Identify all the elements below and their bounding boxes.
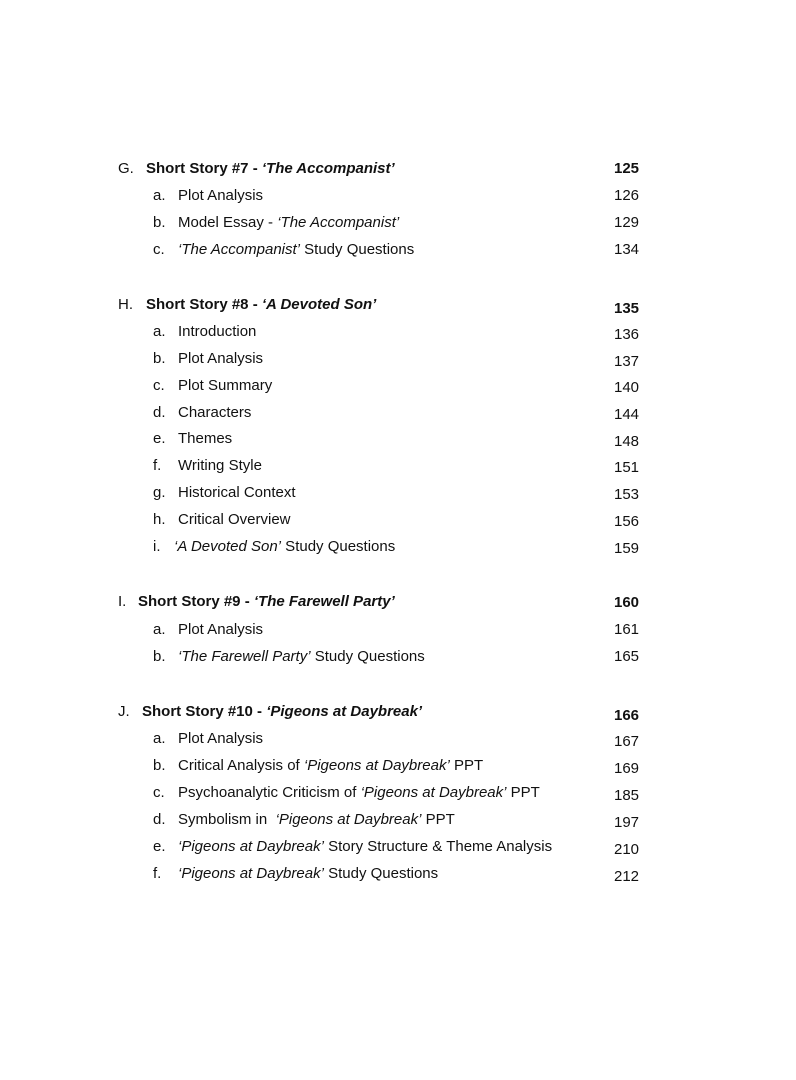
section-title: [146, 159, 395, 179]
item-title: [178, 810, 455, 830]
item-page-number: 144: [614, 406, 640, 423]
toc-item[interactable]: [0, 240, 796, 260]
item-letter: a.: [153, 323, 166, 340]
section-title-prefix: Short Story #9 -: [138, 593, 254, 610]
section-letter: H.: [118, 296, 133, 313]
item-page-number: 156: [614, 513, 640, 530]
item-page-number: 140: [614, 379, 640, 396]
item-letter: e.: [153, 430, 166, 447]
toc-item[interactable]: [0, 213, 796, 233]
item-letter: c.: [153, 241, 165, 258]
item-title-italic: ‘Pigeons at Daybreak’: [178, 838, 324, 855]
item-title-post: Plot Analysis: [178, 187, 264, 204]
item-title-post: PPT: [449, 757, 484, 774]
item-page-number: 161: [614, 621, 640, 638]
item-title-post: Historical Context: [178, 484, 296, 501]
item-title-italic: ‘Pigeons at Daybreak’: [303, 757, 450, 774]
toc-item[interactable]: [0, 322, 796, 342]
item-title-italic: ‘The Farewell Party’: [178, 648, 311, 665]
item-title-post: Plot Summary: [178, 377, 273, 394]
item-title: [178, 429, 232, 449]
toc-item[interactable]: [0, 864, 796, 884]
item-title-post: Themes: [178, 430, 233, 447]
toc-item[interactable]: [0, 403, 796, 423]
item-title: [178, 756, 483, 776]
item-title-pre: Symbolism in: [178, 811, 276, 828]
item-letter: f.: [153, 865, 162, 882]
section-title-prefix: Short Story #7 -: [146, 160, 262, 177]
item-title-pre: Model Essay -: [178, 214, 278, 231]
toc-item[interactable]: [0, 429, 796, 449]
item-title: [178, 783, 540, 803]
section-title: [138, 592, 395, 612]
item-title-italic: ‘Pigeons at Daybreak’: [360, 784, 507, 801]
item-page-number: 185: [614, 787, 640, 804]
item-title-pre: Psychoanalytic Criticism of: [178, 784, 361, 801]
item-title: [178, 403, 251, 423]
item-title-pre: Critical Analysis of: [178, 757, 304, 774]
item-letter: h.: [153, 511, 166, 528]
toc-section-g[interactable]: [0, 159, 796, 179]
section-title-story: ‘The Accompanist’: [261, 160, 395, 177]
toc-section-j[interactable]: [0, 702, 796, 722]
item-title-italic: ‘Pigeons at Daybreak’: [178, 865, 324, 882]
toc-item[interactable]: [0, 186, 796, 206]
item-letter: i.: [153, 538, 161, 555]
item-title: [178, 510, 291, 530]
toc-item[interactable]: [0, 456, 796, 476]
item-title-post: Plot Analysis: [178, 621, 264, 638]
section-page-number: 135: [614, 300, 640, 317]
toc-section-h[interactable]: [0, 295, 796, 315]
item-letter: b.: [153, 350, 166, 367]
item-letter: a.: [153, 621, 166, 638]
item-title-post: Critical Overview: [178, 511, 291, 528]
section-title: [146, 295, 376, 315]
item-title: [178, 837, 552, 857]
item-title: [178, 240, 414, 260]
toc-item[interactable]: [0, 510, 796, 530]
toc-item[interactable]: [0, 837, 796, 857]
item-title: [178, 349, 263, 369]
item-page-number: 151: [614, 459, 640, 476]
toc-item[interactable]: [0, 620, 796, 640]
item-page-number: 134: [614, 241, 640, 258]
item-page-number: 197: [614, 814, 640, 831]
item-letter: c.: [153, 377, 165, 394]
item-letter: a.: [153, 730, 166, 747]
toc-item[interactable]: [0, 783, 796, 803]
section-title: [142, 702, 422, 722]
item-title-post: Study Questions: [281, 538, 396, 555]
section-letter: I.: [118, 593, 127, 610]
item-page-number: 126: [614, 187, 640, 204]
item-title: [178, 322, 256, 342]
item-title: [178, 456, 262, 476]
item-title-post: Characters: [178, 404, 252, 421]
item-title-post: Study Questions: [310, 648, 425, 665]
item-page-number: 169: [614, 760, 640, 777]
item-title-post: Writing Style: [178, 457, 262, 474]
item-page-number: 137: [614, 353, 640, 370]
item-title: [178, 213, 399, 233]
item-title: [178, 483, 296, 503]
item-title-post: Story Structure & Theme Analysis: [323, 838, 553, 855]
section-letter: G.: [118, 160, 134, 177]
item-page-number: 148: [614, 433, 640, 450]
item-page-number: 212: [614, 868, 640, 885]
section-title-story: ‘The Farewell Party’: [253, 593, 395, 610]
toc-item[interactable]: [0, 537, 796, 557]
item-title-italic: ‘Pigeons at Daybreak’: [275, 811, 422, 828]
section-title-story: ‘Pigeons at Daybreak’: [266, 703, 423, 720]
item-title-post: Study Questions: [300, 241, 415, 258]
item-page-number: 129: [614, 214, 640, 231]
item-title-italic: ‘The Accompanist’: [178, 241, 300, 258]
toc-item[interactable]: [0, 729, 796, 749]
item-letter: e.: [153, 838, 166, 855]
item-letter: f.: [153, 457, 162, 474]
item-letter: c.: [153, 784, 165, 801]
item-page-number: 165: [614, 648, 640, 665]
item-title: [174, 537, 395, 557]
toc-item[interactable]: [0, 349, 796, 369]
item-letter: b.: [153, 648, 166, 665]
item-letter: g.: [153, 484, 166, 501]
section-page-number: 166: [614, 707, 640, 724]
item-title-post: PPT: [421, 811, 455, 828]
item-title: [178, 186, 263, 206]
item-page-number: 210: [614, 841, 640, 858]
section-page-number: 125: [614, 160, 640, 177]
item-page-number: 153: [614, 486, 640, 503]
section-title-story: ‘A Devoted Son’: [261, 296, 377, 313]
item-title-post: Plot Analysis: [178, 350, 264, 367]
toc-item[interactable]: [0, 376, 796, 396]
item-letter: d.: [153, 404, 166, 421]
toc-item[interactable]: [0, 756, 796, 776]
item-letter: b.: [153, 214, 166, 231]
item-title-italic: ‘The Accompanist’: [277, 214, 400, 231]
toc-item[interactable]: [0, 810, 796, 830]
toc-item[interactable]: [0, 647, 796, 667]
item-title: [178, 864, 438, 884]
item-page-number: 167: [614, 733, 640, 750]
item-title: [178, 647, 425, 667]
toc-section-i[interactable]: [0, 592, 796, 612]
toc-item[interactable]: [0, 483, 796, 503]
item-title: [178, 376, 272, 396]
item-title-post: Plot Analysis: [178, 730, 264, 747]
section-letter: J.: [118, 703, 130, 720]
item-letter: a.: [153, 187, 166, 204]
item-title: [178, 620, 263, 640]
item-title-post: PPT: [506, 784, 540, 801]
item-letter: d.: [153, 811, 166, 828]
item-page-number: 136: [614, 326, 640, 343]
item-letter: b.: [153, 757, 166, 774]
section-page-number: 160: [614, 594, 640, 611]
item-title-post: Introduction: [178, 323, 257, 340]
item-title-italic: ‘A Devoted Son’: [174, 538, 282, 555]
section-title-prefix: Short Story #8 -: [146, 296, 262, 313]
item-page-number: 159: [614, 540, 640, 557]
item-title: [178, 729, 263, 749]
section-title-prefix: Short Story #10 -: [142, 703, 267, 720]
item-title-post: Study Questions: [323, 865, 439, 882]
